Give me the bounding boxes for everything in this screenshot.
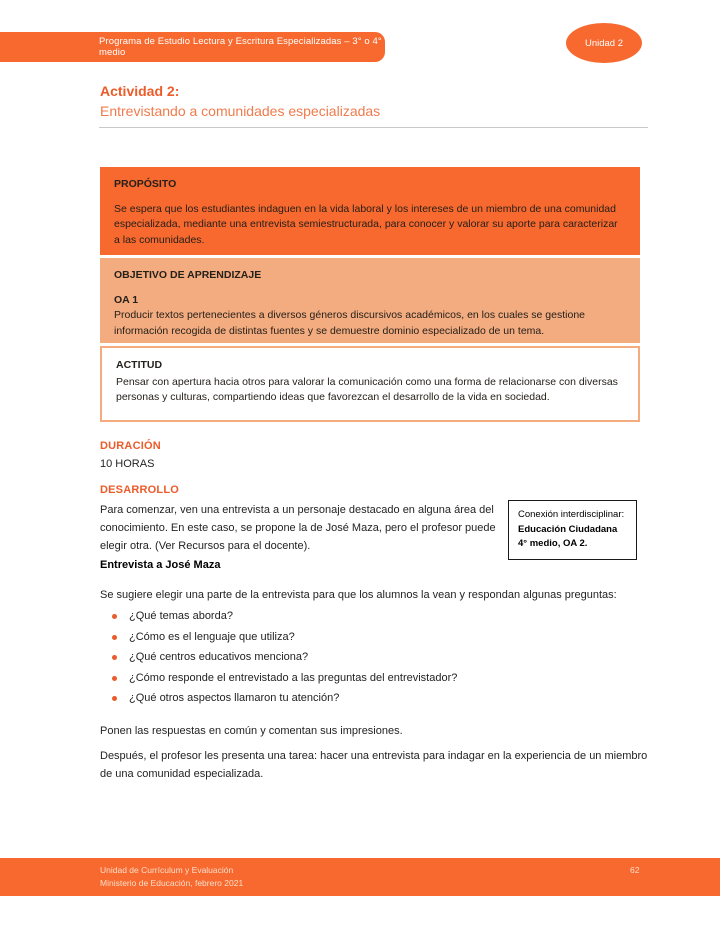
objetivo-box (100, 258, 640, 343)
list-item (112, 627, 457, 648)
duracion-value: 10 HORAS (100, 458, 155, 470)
proposito-heading: PROPÓSITO (114, 178, 177, 190)
actitud-body: Pensar con apertura hacia otros para valorar la comunicación como una forma de relacionarse con diversas personas y culturas, compartiendo ideas que favorezcan el desarrollo de la vida en sociedad. (116, 375, 618, 403)
question-text: ¿Cómo responde el entrevistado a las preguntas del entrevistador? (129, 671, 458, 684)
question-text: ¿Cómo es el lenguaje que utiliza? (129, 630, 295, 643)
list-item (112, 647, 457, 668)
footer-line2: Ministerio de Educación, febrero 2021 (100, 878, 244, 888)
connection-label: Conexión interdisciplinar: (518, 509, 625, 520)
question-text: ¿Qué centros educativos menciona? (129, 651, 309, 663)
footer-band (0, 858, 720, 896)
list-item (112, 668, 457, 689)
connection-reference: Educación Ciudadana 4° medio, OA 2. (518, 523, 618, 549)
unit-badge (566, 23, 642, 63)
suggestion-text: Se sugiere elegir una parte de la entrevista para que los alumnos la vean y respondan algunas preguntas: (100, 589, 617, 601)
bullet-icon (112, 676, 117, 681)
proposito-box (100, 167, 640, 255)
oa-label: OA 1 (114, 293, 139, 306)
activity-subtitle: Entrevistando a comunidades especializadas (100, 103, 381, 119)
objetivo-body: Producir textos pertenecientes a diversos géneros discursivos académicos, en los cuales se gestione información recogida de distintas fuentes y se demuestre dominio especializado de un tema. (114, 309, 585, 337)
share-paragraph: Ponen las respuestas en común y comentan sus impresiones. (100, 725, 403, 737)
program-badge-label: Programa de Estudio Lectura y Escritura Especializadas – 3° o 4° medio (99, 36, 382, 58)
title-divider (99, 127, 648, 128)
interview-subheading: Entrevista a José Maza (100, 559, 221, 571)
bullet-icon (112, 696, 117, 701)
unit-badge-label: Unidad 2 (584, 37, 624, 49)
question-list (112, 606, 457, 709)
connection-box (508, 500, 637, 560)
page-number: 62 (630, 865, 640, 875)
list-item (112, 688, 457, 709)
desarrollo-intro: Para comenzar, ven una entrevista a un personaje destacado en alguna área del conocimiento. En este caso, se propone la de José Maza, pero el profesor puede elegir otra. (Ver Recursos para el docente). (100, 504, 496, 552)
footer-line1: Unidad de Currículum y Evaluación (100, 865, 234, 875)
list-item (112, 606, 457, 627)
footer-lines (100, 864, 243, 890)
duracion-heading: DURACIÓN (100, 440, 161, 452)
objetivo-heading: OBJETIVO DE APRENDIZAJE (114, 269, 262, 281)
actitud-box (100, 346, 640, 422)
bullet-icon (112, 614, 117, 619)
bullet-icon (112, 635, 117, 640)
activity-title: Actividad 2: (100, 83, 180, 99)
task-paragraph: Después, el profesor les presenta una tarea: hacer una entrevista para indagar en la experiencia de un miembro de una comunidad especializada. (100, 750, 648, 780)
question-text: ¿Qué otros aspectos llamaron tu atención? (129, 692, 340, 704)
actitud-heading: ACTITUD (116, 359, 163, 371)
desarrollo-heading: DESARROLLO (100, 484, 179, 496)
proposito-body: Se espera que los estudiantes indaguen en la vida laboral y los intereses de un miembro de una comunidad especializada, mediante una entrevista semiestructurada, para conocer y valorar su aporte para caracterizar a las comunidades. (114, 202, 618, 246)
header-band (0, 32, 385, 62)
bullet-icon (112, 655, 117, 660)
question-text: ¿Qué temas aborda? (129, 610, 233, 622)
